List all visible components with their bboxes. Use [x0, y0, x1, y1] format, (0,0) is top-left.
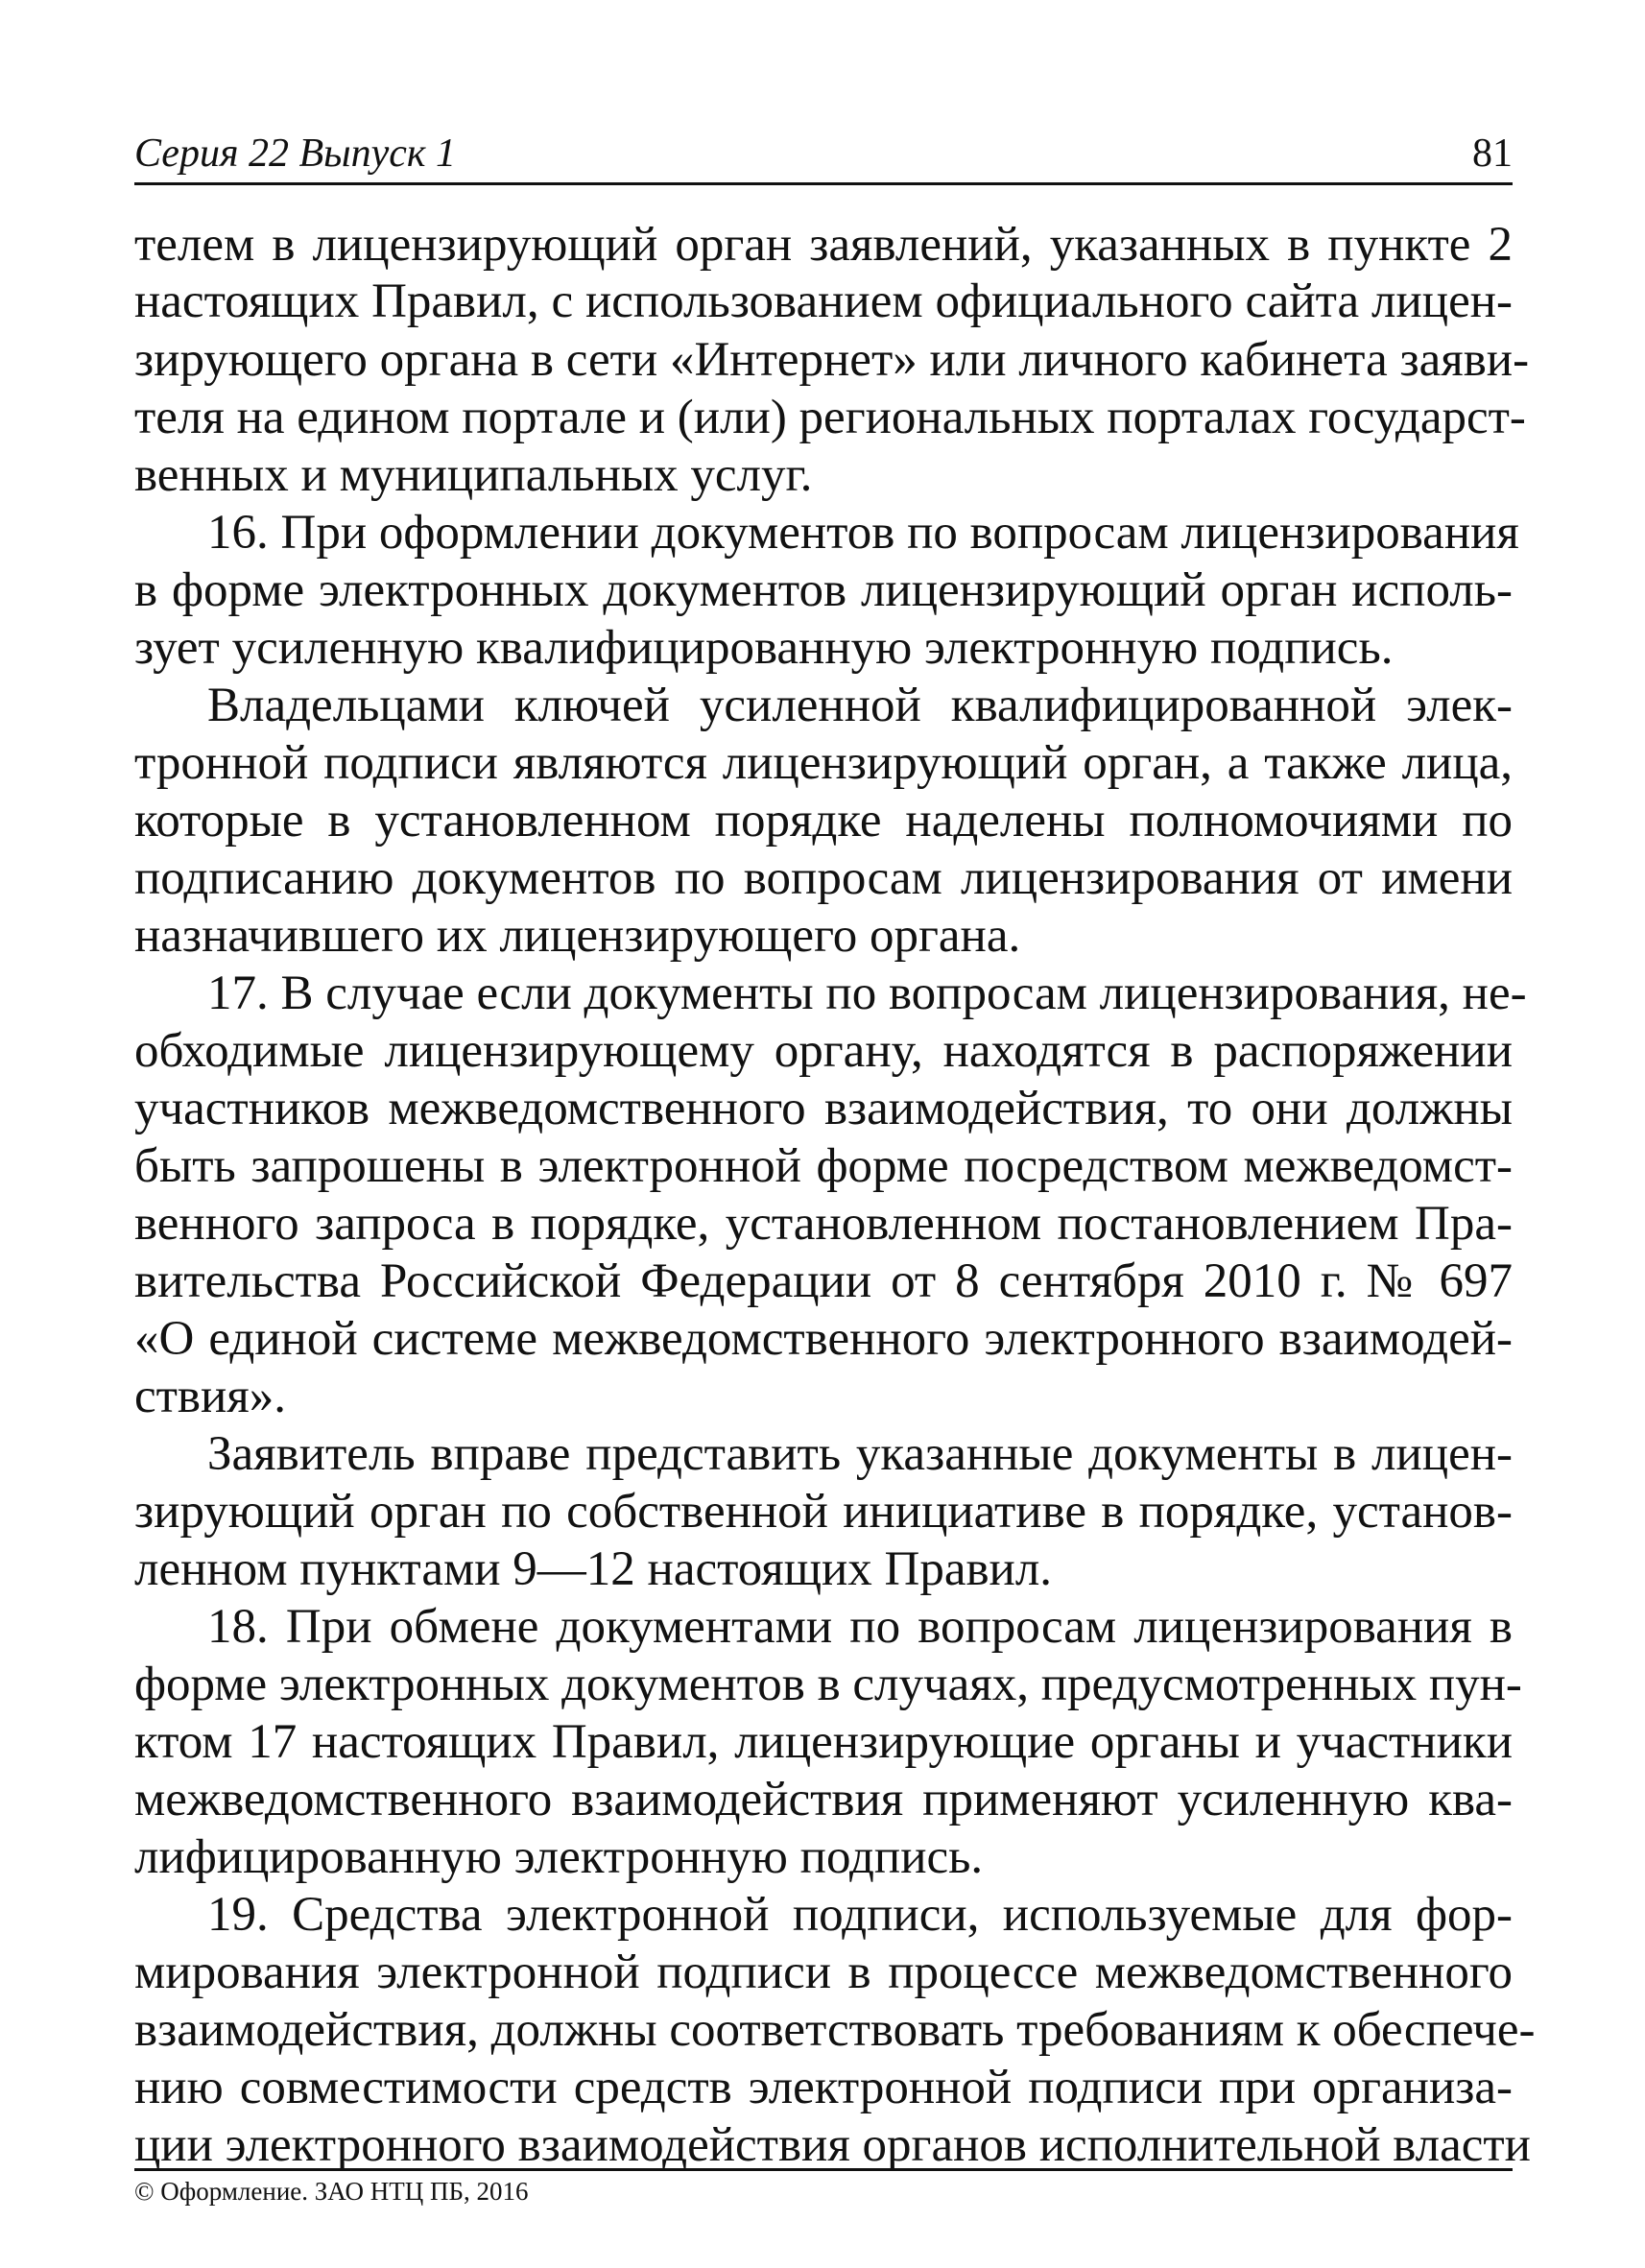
- series-issue-title: Серия 22 Выпуск 1: [134, 131, 456, 176]
- text-line: подписанию документов по вопросам лицензирования от имени: [134, 851, 1513, 905]
- text-line: ленном пунктами 9—12 настоящих Правил.: [134, 1542, 1053, 1596]
- text-line: настоящих Правил, с использованием официального сайта лицен-: [134, 275, 1513, 328]
- text-line: участников межведомственного взаимодействия, то они должны: [134, 1082, 1513, 1135]
- page-number: 81: [1472, 131, 1513, 176]
- document-body: [134, 0, 1536, 2268]
- footer-divider: [134, 2168, 1513, 2171]
- text-line: быть запрошены в электронной форме посредством межведомст-: [134, 1139, 1513, 1193]
- text-line: ствия».: [134, 1370, 287, 1423]
- text-line: телем в лицензирующий орган заявлений, указанных в пункте 2: [134, 218, 1513, 272]
- text-line: межведомственного взаимодействия применяют усиленную ква-: [134, 1773, 1513, 1826]
- text-line: нию совместимости средств электронной подписи при организа-: [134, 2061, 1513, 2114]
- text-line: ктом 17 настоящих Правил, лицензирующие органы и участники: [134, 1715, 1513, 1769]
- text-line: форме электронных документов в случаях, предусмотренных пун-: [134, 1658, 1522, 1711]
- text-line: которые в установленном порядке наделены полномочиями по: [134, 794, 1513, 848]
- text-line: в форме электронных документов лицензирующий орган исполь-: [134, 563, 1513, 617]
- text-line: 17. В случае если документы по вопросам лицензирования, не-: [207, 967, 1527, 1020]
- text-line: тронной подписи являются лицензирующий орган, а также лица,: [134, 736, 1513, 790]
- text-line: Заявитель вправе представить указанные документы в лицен-: [207, 1427, 1513, 1481]
- text-line: мирования электронной подписи в процессе межведомственного: [134, 1946, 1513, 1999]
- text-line: зует усиленную квалифицированную электронную подпись.: [134, 621, 1394, 675]
- text-line: вительства Российской Федерации от 8 сентября 2010 г. № 697: [134, 1254, 1513, 1308]
- text-line: 18. При обмене документами по вопросам лицензирования в: [207, 1600, 1513, 1654]
- text-line: обходимые лицензирующему органу, находятся в распоряжении: [134, 1024, 1513, 1078]
- text-line: лифицированную электронную подпись.: [134, 1830, 984, 1884]
- text-line: ции электронного взаимодействия органов исполнительной власти: [134, 2118, 1531, 2172]
- text-line: венного запроса в порядке, установленном постановлением Пра-: [134, 1197, 1513, 1251]
- text-line: 19. Средства электронной подписи, используемые для фор-: [207, 1888, 1513, 1942]
- text-line: теля на едином портале и (или) региональных порталах государст-: [134, 391, 1526, 444]
- text-line: зирующего органа в сети «Интернет» или личного кабинета заяви-: [134, 333, 1530, 387]
- text-line: венных и муниципальных услуг.: [134, 448, 813, 502]
- text-line: зирующий орган по собственной инициативе в порядке, установ-: [134, 1485, 1513, 1539]
- text-line: 16. При оформлении документов по вопросам лицензирования: [207, 506, 1519, 560]
- text-line: взаимодействия, должны соответствовать требованиям к обеспече-: [134, 2003, 1536, 2057]
- text-line: назначившего их лицензирующего органа.: [134, 909, 1021, 963]
- text-line: Владельцами ключей усиленной квалифицированной элек-: [207, 679, 1513, 732]
- copyright-footer: © Оформление. ЗАО НТЦ ПБ, 2016: [134, 2177, 529, 2206]
- text-line: «О единой системе межведомственного электронного взаимодей-: [134, 1312, 1513, 1366]
